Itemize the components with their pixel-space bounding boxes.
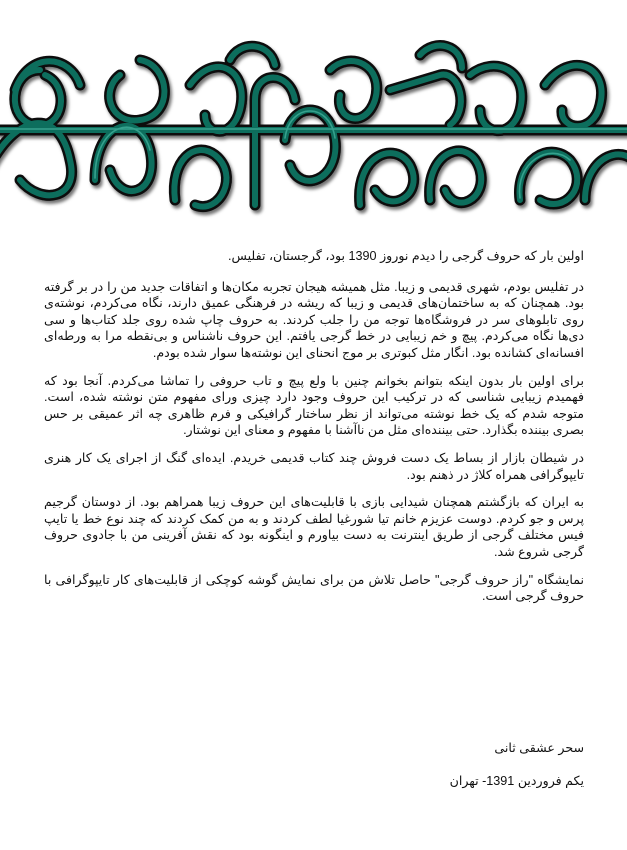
paragraph: به ایران که بازگشتم همچنان شیدایی بازی با قابلیت‌های این حروف زیبا همراهم بود. از دوستان گرجیم پرس و جو کردم. دوست عزیزم خانم تیا شورغیا لطف کردند و به من کمک کردند که چند نوع خط یا تایپ فیس مختلف گرجی از طریق اینترنت به دست بیاورم و اینگونه بود که نقش آفرینی من با جادوی حروف گرجی شروع شد.: [44, 495, 584, 559]
author-name: سحر عشقی ثانی: [494, 741, 584, 755]
paragraph: در شیطان بازار از بساط یک دست فروش چند کتاب قدیمی خریدم. ایده‌ای گنگ از اجرای یک کار هنری تایپوگرافی همراه کلاژ در ذهنم بود.: [44, 450, 584, 482]
paragraph: برای اولین بار بدون اینکه بتوانم بخوانم چنین با ولع پیچ و تاب حروفی را تماشا می‌کردم. آنجا بود که فهمیدم زیبایی شناسی که در ترکیب این حروف وجود دارد چیزی ورای مفهوم متن نوشته شده، است. متوجه شدم که یک خط نوشته می‌تواند از نظر ساختار گرافیکی و فرم ظاهری چه اثر عمیقی بر حس بصری بیننده بگذارد. حتی بیننده‌ای مثل من ناآشنا با مفهوم و معنای این نوشتار.: [44, 373, 584, 438]
georgian-calligraphy-ornament-icon: [0, 30, 627, 230]
statement-text: [44, 248, 584, 616]
paragraph: اولین بار که حروف گرجی را دیدم نوروز 1390 بود، گرجستان، تفلیس.: [228, 249, 584, 263]
paragraph: نمایشگاه "راز حروف گرجی" حاصل تلاش من برای نمایش گوشه کوچکی از قابلیت‌های کار تایپوگرافی با حروف گرجی است.: [44, 572, 584, 604]
date-place: یکم فروردین 1391- تهران: [449, 773, 584, 788]
paragraph: در تفلیس بودم، شهری قدیمی و زیبا. مثل همیشه هیجان تجربه مکان‌ها و اتفاقات جدید من را در بر گرفته بود. همچنان که به ساختمان‌های قدیمی و زیبا که ریشه در فرهنگی عمیق دارند، نگاه می‌کردم، نوشته‌ی روی تابلوهای سر در فروشگاه‌ها توجه من را جلب کردند. به حروف چاپ شده روی جلد کتاب‌ها و سی دی‌ها نگاه می‌کردم. پیچ و خم زیبایی در خط گرجی یافتم. این حروف ناشناس و بی‌نقطه مرا به ورطه‌ای افسانه‌ای کشانده بود. انگار مثل کبوتری بر موج انحنای این نوشته‌ها سوار شده بودم.: [44, 279, 584, 360]
signature-block: [450, 740, 584, 789]
